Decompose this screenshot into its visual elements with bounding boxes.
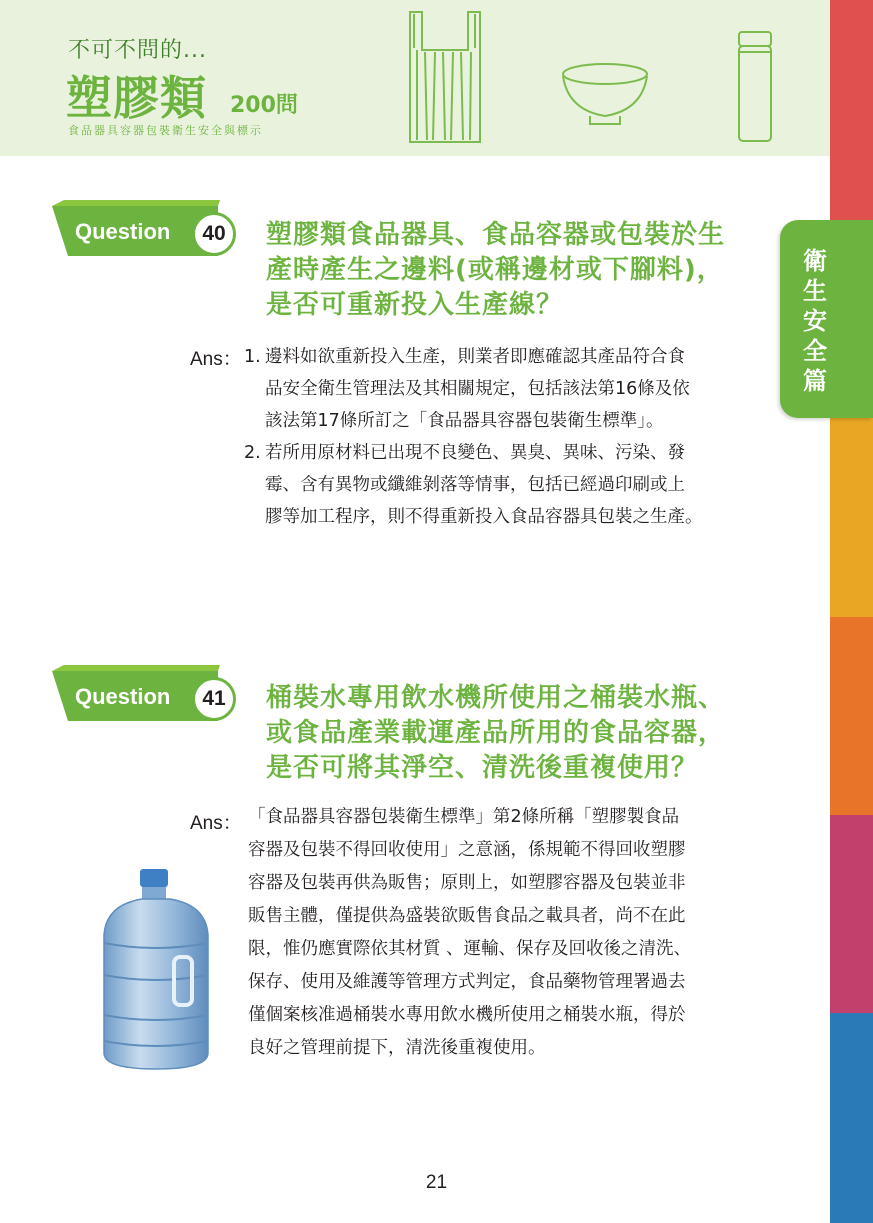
plastic-bag-icon — [405, 10, 485, 145]
answer-line: 膠等加工程序，則不得重新投入食品容器具包裝之生產。 — [265, 507, 703, 527]
answer-paragraph — [248, 801, 750, 1065]
question-title — [266, 218, 766, 323]
section-color-bar — [830, 0, 873, 1223]
answer-line: 若所用原材料已出現不良變色、異臭、異味、污染、發 — [265, 443, 685, 463]
answer-line: 邊料如欲重新投入生產，則業者即應確認其產品符合食 — [265, 347, 685, 367]
answer-line: 「食品器具容器包裝衛生標準」第2條所稱「塑膠製食品 — [248, 807, 680, 827]
bowl-icon — [560, 60, 650, 130]
question-number: 41 — [192, 677, 236, 721]
water-bottle-image — [96, 865, 216, 1073]
answer-line: 容器及包裝再供為販售；原則上，如塑膠容器及包裝並非 — [248, 873, 686, 893]
question-title-line: 桶裝水專用飲水機所使用之桶裝水瓶、 — [266, 683, 726, 713]
answer-item-number: 2. — [244, 443, 261, 463]
answer-line: 保存、使用及維護等管理方式判定，食品藥物管理署過去 — [248, 972, 686, 992]
tumbler-icon — [735, 30, 775, 145]
question-title — [266, 681, 766, 786]
answer-line: 良好之管理前提下，清洗後重複使用。 — [248, 1038, 546, 1058]
question-title-line: 是否可重新投入生產線？ — [266, 290, 564, 320]
question-title-line: 是否可將其淨空、清洗後重複使用？ — [266, 753, 699, 783]
answer-line: 僅個案核准過桶裝水專用飲水機所使用之桶裝水瓶，得於 — [248, 1005, 686, 1025]
question-title-line: 產時產生之邊料(或稱邊材或下腳料)， — [266, 255, 724, 285]
answer-label: Ans： — [190, 813, 242, 834]
answer-line: 該法第17條所訂之「食品器具容器包裝衛生標準」。 — [265, 411, 664, 431]
question-label: Question — [75, 684, 171, 709]
question-title-line: 或食品產業載運產品所用的食品容器， — [266, 718, 726, 748]
header-count: 200問 — [230, 93, 298, 118]
section-tab-label: 衛生安全篇 — [803, 247, 827, 395]
header-subtitle: 食品器具容器包裝衛生安全與標示 — [68, 124, 263, 137]
answer-line: 霉、含有異物或纖維剝落等情事，包括已經過印刷或上 — [265, 475, 685, 495]
answer-item-number: 1. — [244, 347, 261, 367]
header-big-title: 塑膠類 — [66, 71, 207, 125]
page-number: 21 — [425, 1172, 448, 1193]
header-small-title: 不可不問的... — [68, 38, 207, 63]
answer-line: 限，惟仍應實際依其材質 、運輸、保存及回收後之清洗、 — [248, 939, 692, 959]
answer-line: 容器及包裝不得回收使用」之意涵，係規範不得回收塑膠 — [248, 840, 686, 860]
question-title-line: 塑膠類食品器具、食品容器或包裝於生 — [266, 220, 726, 250]
answer-line: 品安全衛生管理法及其相關規定，包括該法第16條及依 — [265, 379, 690, 399]
answer-line: 販售主體，僅提供為盛裝欲販售食品之載具者，尚不在此 — [248, 906, 686, 926]
question-label: Question — [75, 219, 171, 244]
answer-label: Ans： — [190, 349, 242, 370]
page-header — [0, 0, 830, 156]
question-number: 40 — [192, 212, 236, 256]
